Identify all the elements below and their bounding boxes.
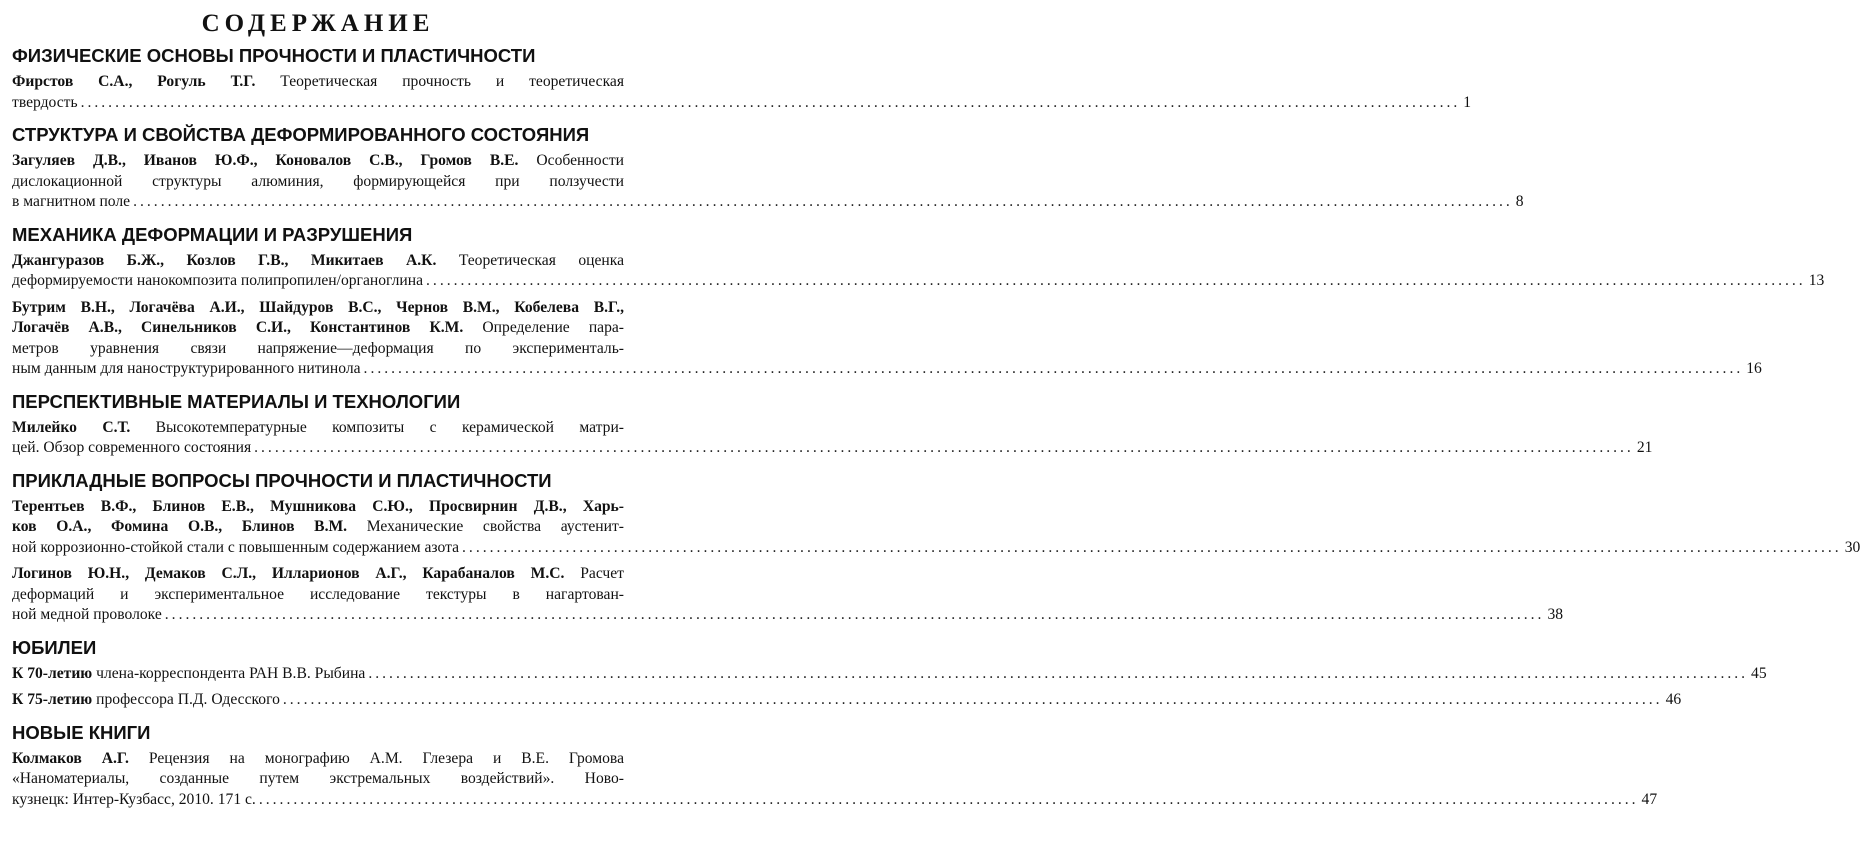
section-heading: ЮБИЛЕИ (12, 636, 97, 658)
entry-line-text (12, 192, 130, 213)
entry-line-text (12, 271, 423, 292)
dot-leader: ........................................................................................................................................................................................................ (164, 606, 1545, 623)
entry-line (12, 271, 1825, 292)
entry-authors: Бутрим В.Н., Логачёва А.И., Шайдуров В.С., Чернов В.М., Кобелева В.Г., (12, 298, 624, 316)
entry-title-text: дислокационной структуры алюминия, формирующейся при ползучести (12, 172, 624, 190)
entry-line-text (12, 690, 280, 711)
entry-line-text (12, 538, 459, 559)
section-heading: НОВЫЕ КНИГИ (12, 721, 151, 743)
toc-section (12, 223, 1825, 380)
entry-line-text (12, 664, 365, 685)
entry-line (12, 769, 624, 790)
toc-entry[interactable] (12, 497, 1860, 559)
entry-authors: К 70-летию (12, 664, 93, 682)
entry-title-text: цей. Обзор современного состояния (12, 439, 252, 456)
entry-line (12, 72, 624, 93)
section-heading: ФИЗИЧЕСКИЕ ОСНОВЫ ПРОЧНОСТИ И ПЛАСТИЧНОСТИ (12, 45, 536, 66)
toc-entry[interactable] (12, 664, 1767, 685)
entry-authors: К 75-летию (12, 691, 93, 708)
entry-authors: Милейко С.Т. (12, 418, 131, 436)
entry-line (12, 690, 1682, 711)
section-heading: ПРИКЛАДНЫЕ ВОПРОСЫ ПРОЧНОСТИ И ПЛАСТИЧНОСТИ (12, 469, 552, 491)
entry-line-text (12, 438, 251, 459)
page-number: 1 (1463, 93, 1472, 111)
entry-title-text: метров уравнения связи напряжение—деформация по эксперименталь- (12, 339, 624, 357)
toc-entry[interactable] (12, 251, 1825, 292)
toc-entry[interactable] (12, 690, 1682, 711)
page-title: СОДЕРЖАНИЕ (201, 10, 435, 37)
entry-authors: Джангуразов Б.Ж., Козлов Г.В., Микитаев А.К. (12, 251, 437, 269)
entry-title-text: в магнитном поле (12, 193, 131, 210)
entry-line (12, 93, 1472, 114)
entry-line (12, 298, 624, 319)
entry-line (12, 192, 1524, 213)
entry-authors: Логинов Ю.Н., Демаков С.Л., Илларионов А.Г., Карабаналов М.С. (12, 565, 565, 582)
entry-line (12, 438, 1653, 459)
section-heading: МЕХАНИКА ДЕФОРМАЦИИ И РАЗРУШЕНИЯ (12, 223, 413, 245)
toc-entry[interactable] (12, 151, 1524, 213)
page-number: 21 (1636, 439, 1653, 456)
toc-list (12, 44, 1860, 810)
toc-entry[interactable] (12, 418, 1653, 459)
entry-title-text: ным данным для наноструктурированного нитинола (12, 360, 361, 377)
entry-title-text: Определение пара- (482, 319, 624, 336)
page-number: 46 (1665, 691, 1682, 708)
page-number: 16 (1746, 360, 1762, 377)
entry-title-text: ной коррозионно-стойкой стали с повышенным содержанием азота (12, 538, 460, 556)
entry-line (12, 339, 624, 360)
entry-line (12, 790, 1658, 811)
entry-line (12, 538, 1860, 559)
toc-section (12, 44, 1472, 113)
dot-leader: ........................................................................................................................................................................................................ (80, 93, 1461, 111)
entry-line (12, 605, 1564, 626)
entry-title-text: Теоретическая прочность и теоретическая (280, 73, 625, 90)
entry-line-text (12, 605, 162, 626)
entry-line (12, 564, 624, 585)
toc-section (12, 390, 1653, 459)
entry-line (12, 749, 624, 770)
page-number: 13 (1808, 272, 1825, 289)
dot-leader: ........................................................................................................................................................................................................ (282, 691, 1663, 708)
section-heading: ПЕРСПЕКТИВНЫЕ МАТЕРИАЛЫ И ТЕХНОЛОГИИ (12, 390, 461, 412)
entry-title-text: Высокотемпературные композиты с керамической матри- (155, 418, 624, 436)
entry-line (12, 151, 624, 172)
entry-title-text: Механические свойства аустенит- (366, 518, 624, 535)
entry-line (12, 418, 624, 439)
dot-leader: ........................................................................................................................................................................................................ (368, 664, 1749, 682)
entry-title-text: «Наноматериалы, созданные путем экстремальных воздействий». Ново- (12, 770, 624, 787)
entry-line (12, 318, 624, 339)
entry-line-text (12, 790, 256, 811)
entry-line-text (12, 359, 361, 380)
entry-line (12, 251, 624, 272)
entry-authors: Загуляев Д.В., Иванов Ю.Ф., Коновалов С.В., Громов В.Е. (12, 152, 519, 169)
entry-line (12, 497, 624, 518)
toc-entry[interactable] (12, 564, 1564, 626)
page-number: 47 (1641, 790, 1658, 808)
toc-section (12, 636, 1767, 711)
page-number: 30 (1844, 538, 1860, 556)
dot-leader: ........................................................................................................................................................................................................ (133, 193, 1513, 210)
toc-entry[interactable] (12, 298, 1762, 380)
entry-authors: ков О.А., Фомина О.В., Блинов В.М. (12, 518, 348, 535)
entry-line (12, 664, 1767, 685)
toc-section (12, 123, 1524, 213)
entry-title-text: твердость (12, 93, 78, 111)
entry-title-text: Теоретическая оценка (458, 251, 624, 269)
entry-title-text: Расчет (580, 565, 624, 582)
page-number: 38 (1547, 606, 1564, 623)
entry-authors: Колмаков А.Г. (12, 749, 129, 767)
toc-entry[interactable] (12, 749, 1658, 811)
toc-entry[interactable] (12, 72, 1472, 113)
entry-line (12, 172, 624, 193)
entry-title-text: Особенности (536, 152, 624, 169)
entry-authors: Логачёв А.В., Синельников С.И., Константинов К.М. (12, 319, 464, 336)
entry-authors: Терентьев В.Ф., Блинов Е.В., Мушникова С.Ю., Просвирнин Д.В., Харь- (12, 497, 624, 515)
entry-title-text: кузнецк: Интер-Кузбасс, 2010. 171 с. (12, 790, 256, 808)
entry-line (12, 585, 624, 606)
toc-section (12, 469, 1860, 626)
entry-line (12, 517, 624, 538)
dot-leader: ........................................................................................................................................................................................................ (258, 790, 1639, 808)
entry-title-text: Рецензия на монографию А.М. Глезера и В.Е. Громова (148, 749, 624, 767)
dot-leader: ........................................................................................................................................................................................................ (462, 538, 1842, 556)
section-heading: СТРУКТУРА И СВОЙСТВА ДЕФОРМИРОВАННОГО СОСТОЯНИЯ (12, 124, 590, 145)
dot-leader: ........................................................................................................................................................................................................ (254, 439, 1634, 456)
entry-line-text (12, 93, 78, 114)
entry-title-text: члена-корреспондента РАН В.В. Рыбина (96, 664, 366, 682)
entry-title-text: деформируемости нанокомпозита полипропилен/органоглина (12, 272, 424, 289)
toc-section (12, 721, 1658, 811)
entry-title-text: профессора П.Д. Одесского (96, 691, 280, 708)
entry-line (12, 359, 1762, 380)
entry-authors: Фирстов С.А., Рогуль Т.Г. (12, 73, 256, 90)
dot-leader: ........................................................................................................................................................................................................ (426, 272, 1806, 289)
page-number: 8 (1515, 193, 1524, 210)
page-number: 45 (1751, 664, 1767, 682)
entry-title-text: деформаций и экспериментальное исследование текстуры в нагартован- (12, 585, 624, 603)
entry-title-text: ной медной проволоке (12, 606, 162, 623)
dot-leader: ........................................................................................................................................................................................................ (363, 360, 1744, 377)
